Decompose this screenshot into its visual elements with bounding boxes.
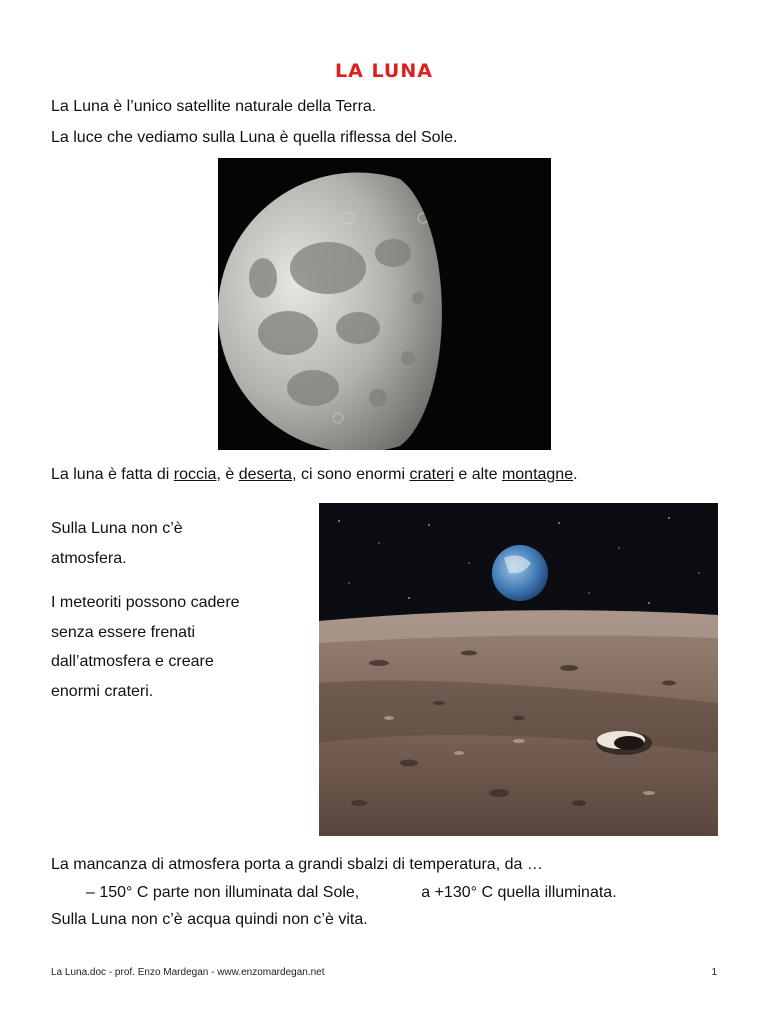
intro-line-1: La Luna è l’unico satellite naturale della Terra. — [51, 98, 377, 115]
word-montagne: montagne — [501, 466, 574, 483]
composition-sentence — [51, 466, 578, 484]
temperature-line-1: La mancanza di atmosfera porta a grandi sbalzi di temperatura, da … — [51, 856, 543, 873]
composition-text-2: , è — [216, 466, 239, 483]
footer-text: La Luna.doc - prof. Enzo Mardegan - www.enzomardegan.net — [51, 967, 325, 978]
composition-text-4: e alte — [453, 466, 502, 483]
temperature-line-2 — [86, 878, 617, 908]
lunar-surface-illustration — [319, 503, 718, 836]
meteorites-line: senza essere frenati — [51, 623, 196, 641]
atmosphere-paragraph — [51, 514, 183, 573]
meteorites-line: dall’atmosfera e creare — [51, 653, 214, 670]
water-line: Sulla Luna non c’è acqua quindi non c’è vita. — [51, 911, 368, 928]
temperature-night: – 150° C parte non illuminata dal Sole, — [86, 884, 360, 901]
moon-illustration — [218, 158, 551, 450]
composition-text-3: , ci sono enormi — [292, 466, 410, 483]
moon-photo — [218, 158, 551, 450]
meteorites-line: I meteoriti possono cadere — [51, 594, 240, 611]
intro-line-2: La luce che vediamo sulla Luna è quella riflessa del Sole. — [51, 129, 458, 146]
page-number: 1 — [711, 967, 717, 978]
temperature-day: a +130° C quella illuminata. — [421, 884, 617, 901]
composition-text-5: . — [573, 466, 578, 483]
lunar-surface-photo — [319, 503, 718, 836]
atmosphere-line: Sulla Luna non c’è — [51, 520, 183, 537]
word-roccia: roccia — [173, 466, 217, 483]
page-title: LA LUNA — [335, 60, 433, 82]
word-deserta: deserta — [238, 466, 293, 483]
word-crateri: crateri — [409, 466, 454, 483]
meteorites-paragraph — [51, 588, 240, 706]
atmosphere-line: atmosfera. — [51, 549, 127, 567]
meteorites-line: enormi crateri. — [51, 682, 154, 700]
composition-text-1: La luna è fatta di — [51, 466, 174, 483]
